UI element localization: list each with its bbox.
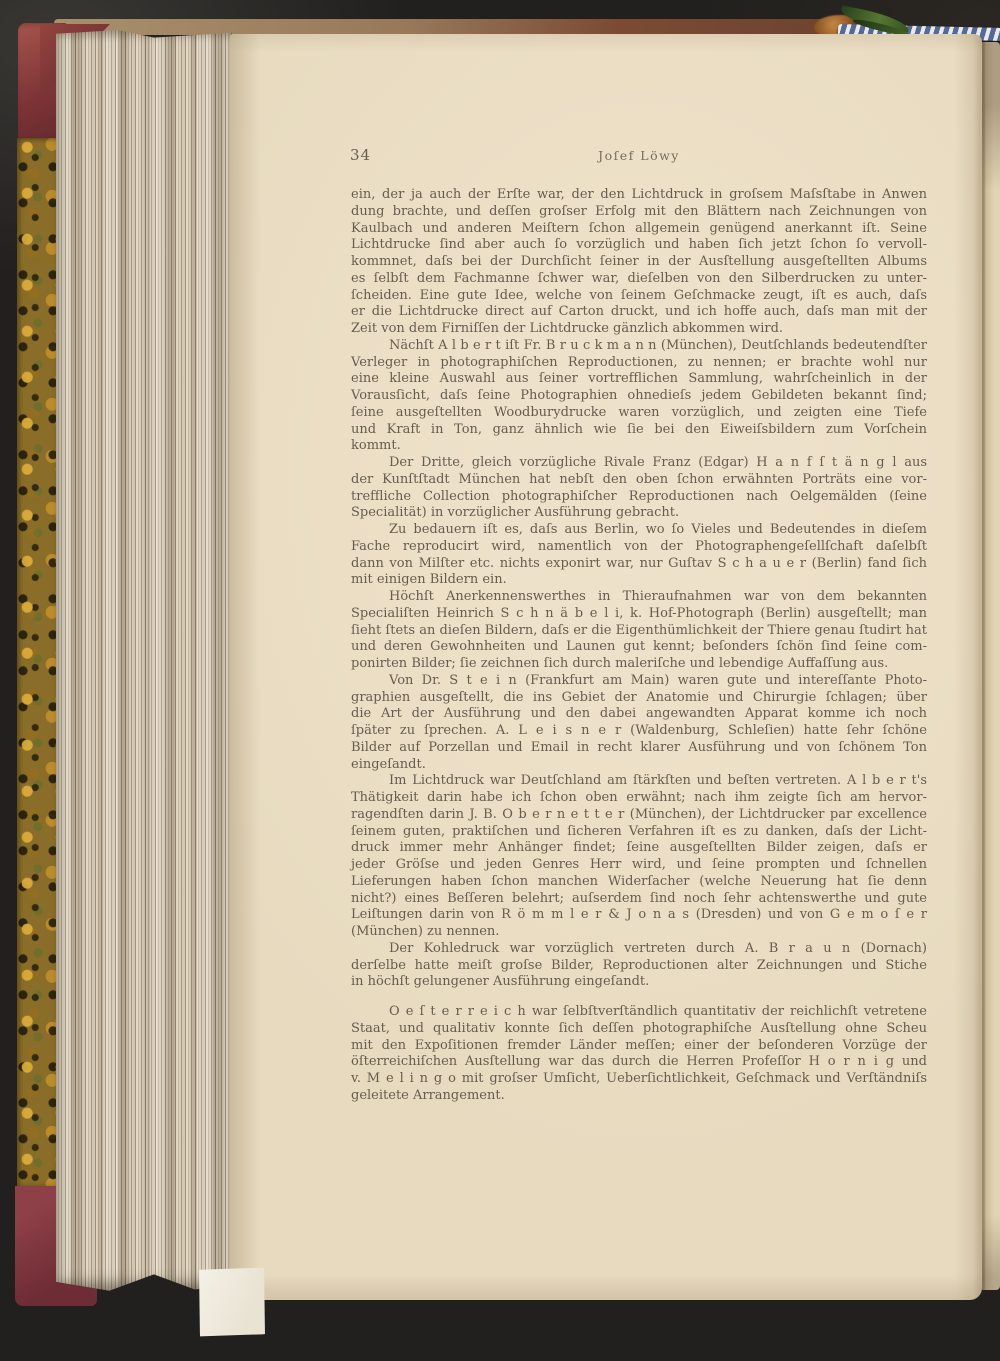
text-line: kommnet, daſs bei der Durchſicht ſeiner in der Ausſtellung ausgeſtellten Albums: [351, 254, 927, 269]
text-line: ſpäter zu ſprechen. A. L e i s n e r (Waldenburg, Schleſien) hatte ſehr ſchöne: [351, 723, 927, 738]
text-line: Kaulbach und anderen Meiſtern ſchon allgemein genügend anerkannt iſt. Seine: [351, 220, 927, 236]
gutter-facing-page: [982, 42, 1000, 1290]
text-line: Von Dr. S t e i n (Frankfurt am Main) waren gute und intereſſante Photo-: [389, 672, 927, 688]
text-line: (München) zu nennen.: [351, 924, 500, 939]
text-line: Der Kohledruck war vorzüglich vertreten durch A. B r a u n (Dornach): [389, 940, 927, 956]
text-line: die Art der Ausführung und den dabei angewandten Apparat komme ich noch: [351, 706, 927, 722]
text-line: kommt.: [351, 438, 401, 454]
book-page: [230, 34, 982, 1300]
text-line: Thätigkeit darin habe ich ſchon oben erwähnt; nach ihm zeigte ſich am hervor-: [351, 790, 927, 805]
text-line: treffliche Collection photographiſcher Reproductionen nach Oelgemälden (ſeine: [351, 488, 927, 504]
text-block: [351, 187, 927, 1105]
paragraph: [351, 187, 927, 338]
text-line: mit einigen Bildern ein.: [351, 572, 507, 588]
text-line: ein, der ja auch der Erſte war, der den Lichtdruck in groſsem Maſsſtabe in Anwen: [351, 187, 927, 202]
text-line: und Kraft in Ton, ganz ähnlich wie ſie bei den Eiweiſsbildern zum Vorſchein: [351, 421, 927, 437]
text-line: er die Lichtdrucke direct auf Carton druckt, und ich hoffe auch, daſs man mit der: [351, 304, 927, 320]
text-line: Verleger in photographiſchen Reproductionen, zu nennen; er brachte wohl nur: [351, 354, 927, 370]
text-line: Im Lichtdruck war Deutſchland am ſtärkſten und beſten vertreten. A l b e r t's: [389, 773, 927, 789]
paragraph: [351, 941, 927, 991]
text-line: Der Dritte, gleich vorzügliche Rivale Franz (Edgar) H a n f ſ t ä n g l aus: [389, 455, 927, 470]
text-line: ſcheiden. Eine gute Idee, welche von ſeinem Geſchmacke zeugt, iſt es auch, daſs: [351, 287, 927, 303]
text-line: Specialiſten Heinrich S c h n ä b e l i, k. Hof-Photograph (Berlin) ausgeſtellt; man: [351, 605, 927, 621]
text-line: Zeit von dem Firniſſen der Lichtdrucke gänzlich abkommen wird.: [351, 321, 784, 336]
text-line: eingeſandt.: [351, 756, 426, 772]
paragraph: [351, 673, 927, 774]
text-line: dung brachte, und deſſen groſser Erfolg mit den Blättern nach Zeichnungen von: [351, 203, 927, 219]
book-top-edge: [54, 19, 838, 35]
text-line: ponirten Bilder; ſie zeichnen ſich durch maleriſche und lebendige Auffaſſung aus.: [351, 656, 889, 671]
text-line: Nächſt A l b e r t iſt Fr. B r u c k m a n n (München), Deutſchlands bedeutendſter: [389, 337, 927, 353]
text-line: ragendſten darin J. B. O b e r n e t t e r (München), der Lichtdrucker par excellence: [351, 806, 927, 822]
running-header: Joſef Löwy: [598, 148, 680, 163]
text-line: Zu bedauern iſt es, daſs aus Berlin, wo ſo Vieles und Bedeutendes in dieſem: [389, 522, 927, 537]
text-line: Fache reproducirt wird, namentlich von der Photographengeſellſchaft daſelbſt: [351, 538, 927, 554]
text-line: der Kunſtſtadt München hat nebſt den oben ſchon erwähnten Porträts eine vor-: [351, 471, 927, 487]
page-stack-edges: [56, 30, 234, 1292]
paragraph: [351, 1004, 927, 1105]
text-line: Vorausſicht, daſs ſeine Photographien ohnedieſs jedem Gebildeten bekannt ſind;: [351, 388, 927, 403]
text-line: mit den Expoſitionen fremder Länder meſſen; einer der beſonderen Vorzüge der: [351, 1037, 927, 1053]
paragraph: [351, 773, 927, 941]
text-line: Staat, und qualitativ konnte ſich deſſen photographiſche Ausſtellung ohne Scheu: [351, 1020, 927, 1036]
text-line: jeder Gröſse und jeden Genres Herr wird, und ſeine prompten und ſchnellen: [351, 857, 927, 872]
text-line: Lieferungen haben ſchon manchen Widerſacher (welche Neuerung hat ſie denn: [351, 873, 927, 889]
text-line: v. M e l i n g o mit groſser Umſicht, Ueberſichtlichkeit, Geſchmack und Verſtändniſs: [351, 1071, 927, 1086]
text-line: und deren Gewohnheiten und Launen gut kennt; beſonders ſchön ſind ſeine com-: [351, 639, 927, 655]
text-line: O e ſ t e r r e i c h war ſelbſtverſtändlich quantitativ der reichlichſt vetretene: [389, 1004, 927, 1019]
text-line: Höchſt Anerkennenswerthes in Thieraufnahmen war von dem bekannten: [389, 589, 927, 604]
text-line: es ſelbſt dem Fachmanne ſchwer war, dieſelben von den Silberdrucken zu unter-: [351, 270, 927, 286]
text-line: ſeine ausgeſtellten Woodburydrucke waren vorzüglich, und zeigten eine Tiefe: [351, 404, 927, 420]
text-line: in höchſt gelungener Ausführung eingeſandt.: [351, 974, 650, 990]
paragraph: [351, 338, 927, 455]
paragraph: [351, 589, 927, 673]
text-line: druck immer mehr Anhänger findet; ſeine ausgeſtellten Bilder zeigen, daſs er: [351, 840, 927, 856]
text-line: geleitete Arrangement.: [351, 1087, 505, 1103]
text-line: graphien ausgeſtellt, die ins Gebiet der Anatomie und Chirurgie ſchlagen; über: [351, 689, 927, 705]
text-line: eine kleine Auswahl aus ſeiner vortrefflichen Sammlung, wahrſcheinlich in der: [351, 371, 927, 387]
text-line: ſieht ſtets an dieſen Bildern, daſs er die Eigenthümlichkeit der Thiere genau ſtudirt hat: [351, 622, 927, 638]
text-line: Specialität) in vorzüglicher Ausführung gebracht.: [351, 505, 680, 521]
text-line: Bilder auf Porzellan und Email in recht klarer Ausführung und von ſchönem Ton: [351, 739, 927, 755]
page-number: 34: [350, 146, 372, 164]
text-line: ſeinem guten, praktiſchen und ſicheren Verfahren iſt es zu danken, daſs der Licht-: [351, 823, 927, 839]
text-line: nicht?) eines Beſſeren belehrt; auſserdem ſind noch ſehr achtenswerthe und gute: [351, 890, 927, 906]
text-line: Leiſtungen darin von R ö m m l e r & J o n a s (Dresden) und von G e m o ſ e r: [351, 907, 927, 923]
text-line: derſelbe hatte meiſt groſse Bilder, Reproductionen alter Zeichnungen und Stiche: [351, 957, 927, 973]
paragraph: [351, 455, 927, 522]
text-line: öſterreichiſchen Ausſtellung war das durch die Herren Profeſſor H o r n i g und: [351, 1054, 927, 1070]
text-line: dann von Milſter etc. nichts exponirt war, nur Guſtav S c h a u e r (Berlin) fand ſich: [351, 555, 927, 571]
paper-slip: [192, 1262, 272, 1342]
paragraph: [351, 522, 927, 589]
text-line: Lichtdrucke ſind aber auch ſo vorzüglich und haben ſich jetzt ſchon ſo vervoll-: [351, 237, 927, 253]
